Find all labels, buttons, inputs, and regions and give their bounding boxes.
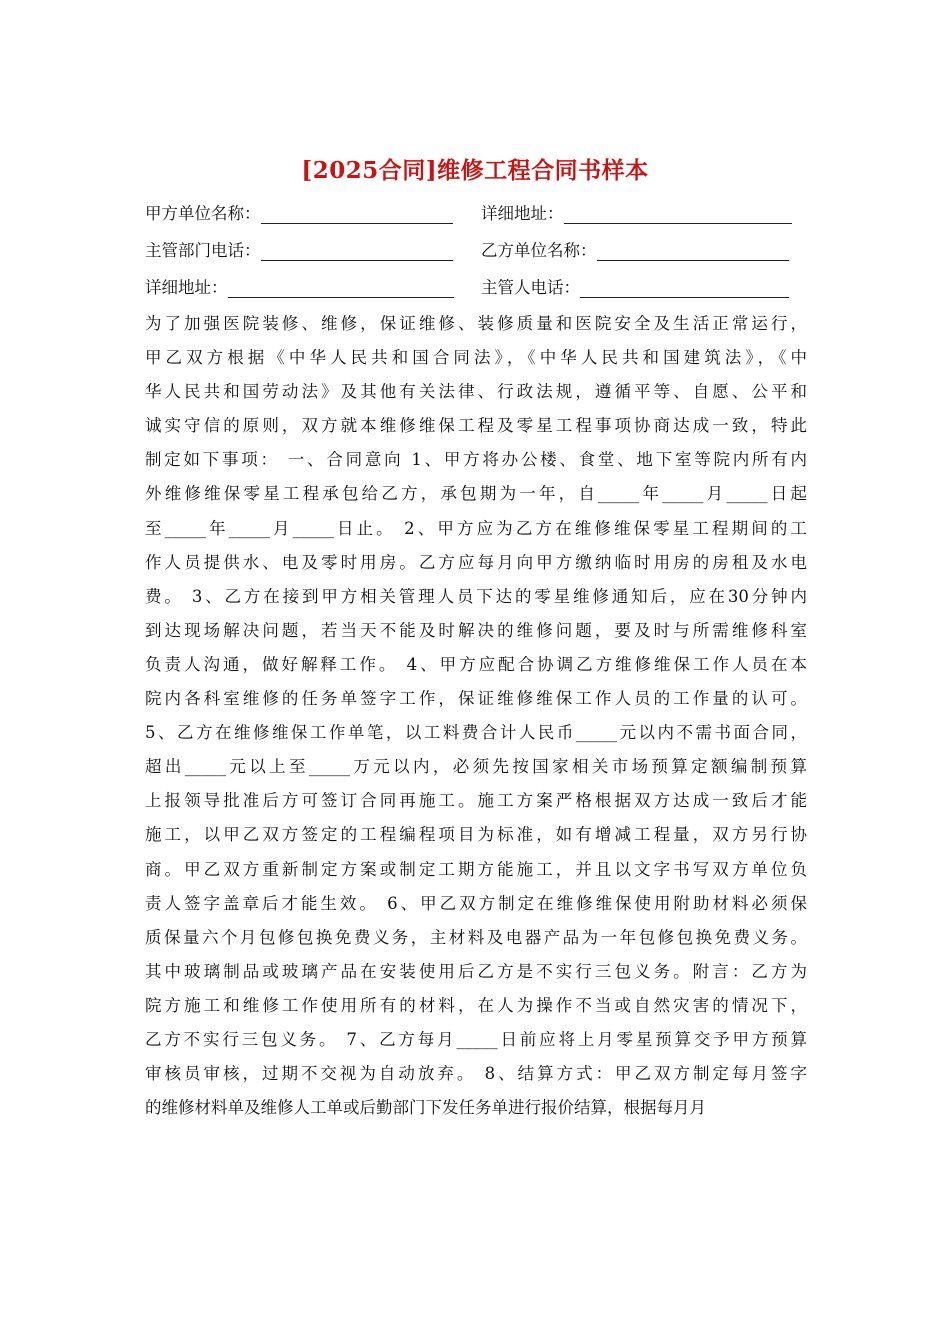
field-row-1 (145, 200, 807, 228)
field-label: 甲方单位名称： (145, 204, 261, 223)
body-line: 院方施工和维修工作使用所有的材料，在人为操作不当或自然灾害的情况下， (145, 995, 807, 1015)
blank-line (597, 242, 789, 261)
body-line: 为了加强医院装修、维修，保证维修、装修质量和医院安全及生活正常运行， (145, 314, 807, 333)
blank-line (580, 279, 789, 298)
document-title: [2025合同]维修工程合同书样本 (301, 157, 649, 184)
body-line: 商。甲乙双方重新制定方案或制定工期方能施工，并且以文字书写双方单位负 (145, 859, 807, 879)
body-line: 上报领导批准后方可签订合同再施工。施工方案严格根据双方达成一致后才能 (145, 791, 807, 811)
blank-line (261, 205, 453, 224)
contract-body (145, 307, 807, 1125)
field-label: 乙方单位名称： (481, 241, 597, 260)
party-a-address-field[interactable] (481, 200, 792, 224)
body-line: 乙方不实行三包义务。 7、乙方每月_____日前应将上月零星预算交予甲方预算 (145, 1029, 807, 1049)
field-label: 主管人电话： (481, 278, 580, 297)
blank-line (261, 242, 453, 261)
body-line: 责人签字盖章后才能生效。 6、甲乙双方制定在维修维保使用附助材料必须保 (145, 893, 807, 913)
field-row-3 (145, 274, 807, 302)
body-line: 制定如下事项： 一、合同意向 1、甲方将办公楼、食堂、地下室等院内所有内 (145, 450, 807, 470)
body-line: 华人民共和国劳动法》及其他有关法律、行政法规，遵循平等、自愿、公平和 (145, 382, 807, 402)
body-line: 到达现场解决问题，若当天不能及时解决的维修问题，要及时与所需维修科室 (145, 620, 807, 640)
body-line: 诚实守信的原则，双方就本维修维保工程及零星工程事项协商达成一致，特此 (145, 416, 807, 436)
field-label: 主管部门电话： (145, 241, 261, 260)
party-b-address-field[interactable] (145, 274, 454, 298)
body-line: 质保量六个月包修包换免费义务，主材料及电器产品为一年包修包换免费义务。 (145, 927, 807, 947)
body-line: 5、乙方在维修维保工作单笔，以工料费合计人民币_____元以内不需书面合同， (145, 723, 807, 743)
body-line: 审核员审核，过期不交视为自动放弃。 8、结算方式：甲乙双方制定每月签字 (145, 1064, 807, 1084)
blank-line (228, 279, 454, 298)
body-line: 的维修材料单及维修人工单或后勤部门下发任务单进行报价结算，根据每月月 (145, 1098, 706, 1118)
body-line: 其中玻璃制品或玻璃产品在安装使用后乙方是不实行三包义务。附言：乙方为 (145, 961, 807, 981)
party-b-name-field[interactable] (481, 237, 789, 261)
body-line: 院内各科室维修的任务单签字工作，保证维修维保工作人员的工作量的认可。 (145, 689, 807, 709)
field-label: 详细地址： (481, 204, 564, 223)
body-line: 外维修维保零星工程承包给乙方，承包期为一年，自_____年_____月_____日起 (145, 484, 807, 504)
body-line: 作人员提供水、电及零时用房。乙方应每月向甲方缴纳临时用房的房租及水电 (145, 552, 807, 572)
body-line: 至_____年_____月_____日止。 2、甲方应为乙方在维修维保零星工程期间的工 (145, 518, 807, 538)
body-line: 费。 3、乙方在接到甲方相关管理人员下达的零星维修通知后，应在30分钟内 (145, 586, 807, 606)
supervisor-phone-field[interactable] (145, 237, 453, 261)
field-label: 详细地址： (145, 278, 228, 297)
body-line: 负责人沟通，做好解释工作。 4、甲方应配合协调乙方维修维保工作人员在本 (145, 654, 807, 674)
body-line: 甲乙双方根据《中华人民共和国合同法》，《中华人民共和国建筑法》，《中 (145, 348, 807, 368)
field-row-2 (145, 237, 807, 265)
manager-phone-field[interactable] (481, 274, 789, 298)
body-line: 超出_____元以上至_____万元以内，必须先按国家相关市场预算定额编制预算 (145, 757, 807, 777)
blank-line (564, 205, 792, 224)
body-line: 施工，以甲乙双方签定的工程编程项目为标准，如有增减工程量，双方另行协 (145, 825, 807, 845)
party-a-name-field[interactable] (145, 200, 453, 224)
